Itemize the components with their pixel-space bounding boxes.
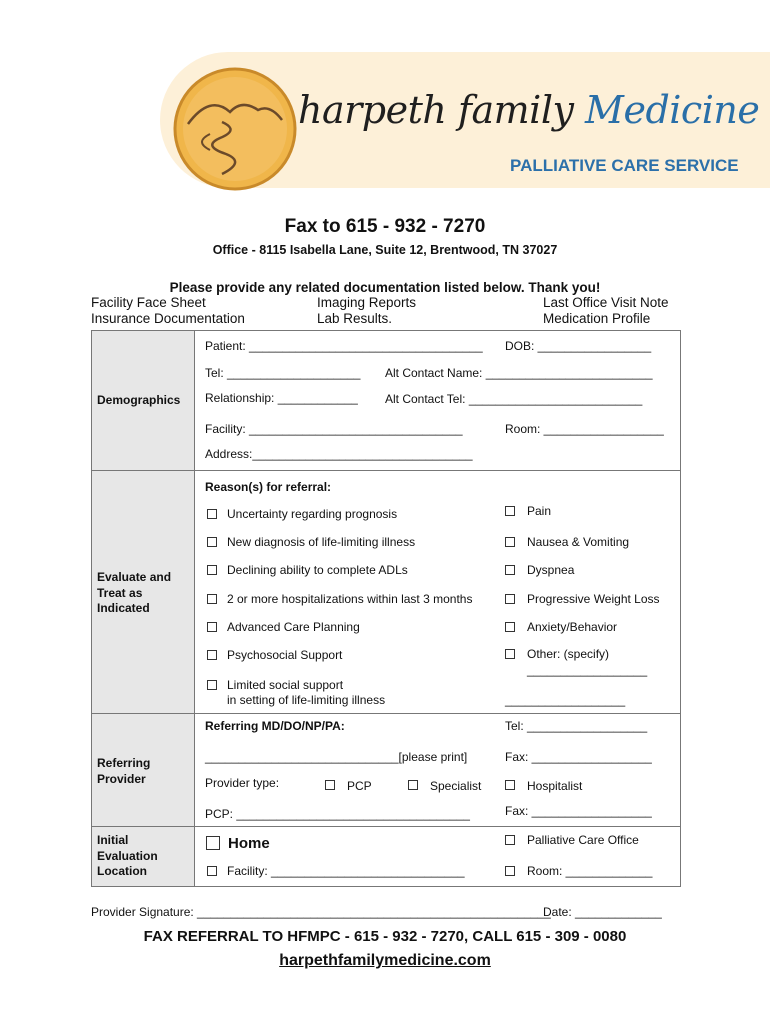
section-initial: Initial Evaluation Location — [97, 833, 158, 878]
checkbox-limited-social-support[interactable] — [207, 680, 217, 690]
website-link[interactable]: harpethfamilymedicine.com — [279, 952, 491, 969]
checkbox-nausea[interactable] — [505, 537, 515, 547]
doc-facility-face-sheet: Facility Face Sheet — [91, 295, 206, 310]
symptom-label: Progressive Weight Loss — [527, 592, 660, 606]
provider-signature-field[interactable]: Provider Signature: _____________________________________________________ — [91, 905, 551, 919]
divider — [91, 470, 681, 471]
provider-type-label: Provider type: — [205, 776, 280, 790]
symptom-label: Pain — [527, 504, 552, 518]
doc-lab-results: Lab Results. — [317, 311, 393, 326]
doc-imaging-reports: Imaging Reports — [317, 295, 417, 310]
reason-label: Uncertainty regarding prognosis — [227, 507, 398, 521]
checkbox-new-diagnosis[interactable] — [207, 537, 217, 547]
address-field[interactable]: Address:_________________________________ — [205, 447, 473, 461]
reason-label: Advanced Care Planning — [227, 620, 360, 634]
reason-label: New diagnosis of life-limiting illness — [227, 535, 416, 549]
symptom-label: Dyspnea — [527, 563, 575, 577]
checkbox-declining-adls[interactable] — [207, 565, 217, 575]
divider — [91, 713, 681, 714]
doc-medication-profile: Medication Profile — [543, 311, 651, 326]
section-evaluate: Evaluate and Treat as Indicated — [97, 570, 172, 615]
office-address: Office - 8115 Isabella Lane, Suite 12, Brentwood, TN 37027 — [212, 243, 558, 257]
pcp-option-label: PCP — [347, 779, 372, 793]
checkbox-weight-loss[interactable] — [505, 594, 515, 604]
referring-tel-field[interactable]: Tel: __________________ — [505, 719, 648, 733]
relationship-field[interactable]: Relationship: ____________ — [205, 391, 358, 405]
logo-wordmark: harpeth family Medicine — [298, 88, 760, 132]
section-referring: Referring Provider — [97, 756, 151, 786]
checkbox-advanced-care-planning[interactable] — [207, 622, 217, 632]
checkbox-facility[interactable] — [207, 866, 217, 876]
home-option-label: Home — [228, 835, 270, 852]
checkbox-other[interactable] — [505, 649, 515, 659]
checkbox-palliative-office[interactable] — [505, 835, 515, 845]
checkbox-pain[interactable] — [505, 506, 515, 516]
checkbox-psychosocial-support[interactable] — [207, 650, 217, 660]
other-specify-field-2[interactable]: __________________ — [505, 693, 626, 707]
initial-facility-field[interactable]: Facility: _____________________________ — [227, 864, 465, 878]
hospitalist-option-label: Hospitalist — [527, 779, 583, 793]
palliative-office-label: Palliative Care Office — [527, 833, 639, 847]
referring-fax-field[interactable]: Fax: __________________ — [505, 750, 652, 764]
fax-title: Fax to 615 - 932 - 7270 — [284, 216, 486, 237]
logo-emblem-icon — [170, 64, 300, 194]
service-name: PALLIATIVE CARE SERVICE — [510, 156, 739, 175]
initial-room-field[interactable]: Room: _____________ — [527, 864, 653, 878]
checkbox-dyspnea[interactable] — [505, 565, 515, 575]
reason-label: Declining ability to complete ADLs — [227, 563, 408, 577]
checkbox-room[interactable] — [505, 866, 515, 876]
checkbox-specialist[interactable] — [408, 780, 418, 790]
reason-label: 2 or more hospitalizations within last 3 months — [227, 592, 473, 606]
checkbox-anxiety[interactable] — [505, 622, 515, 632]
symptom-label: Anxiety/Behavior — [527, 620, 618, 634]
symptom-label: Other: (specify) — [527, 647, 610, 661]
other-specify-field[interactable]: __________________ — [527, 663, 648, 677]
dob-field[interactable]: DOB: _________________ — [505, 339, 652, 353]
checkbox-pcp[interactable] — [325, 780, 335, 790]
section-demographics: Demographics — [97, 393, 181, 407]
checkbox-uncertainty[interactable] — [207, 509, 217, 519]
checkbox-hospitalizations[interactable] — [207, 594, 217, 604]
divider — [91, 826, 681, 827]
symptom-label: Nausea & Vomiting — [527, 535, 630, 549]
patient-field[interactable]: Patient: ___________________________________ — [205, 339, 483, 353]
reason-label: Limited social support — [227, 678, 344, 692]
doc-insurance-documentation: Insurance Documentation — [91, 311, 245, 326]
alt-contact-name-field[interactable]: Alt Contact Name: _________________________ — [385, 366, 653, 380]
pcp-fax-field[interactable]: Fax: __________________ — [505, 804, 652, 818]
doc-last-office-visit: Last Office Visit Note — [543, 295, 669, 310]
reasons-heading: Reason(s) for referral: — [205, 480, 332, 494]
alt-contact-tel-field[interactable]: Alt Contact Tel: __________________________ — [385, 392, 643, 406]
room-field[interactable]: Room: __________________ — [505, 422, 664, 436]
checkbox-hospitalist[interactable] — [505, 780, 515, 790]
provider-name-field[interactable]: _____________________________[please print] — [205, 750, 468, 764]
facility-field[interactable]: Facility: ________________________________ — [205, 422, 463, 436]
instructions: Please provide any related documentation listed below. Thank you! — [169, 280, 601, 295]
specialist-option-label: Specialist — [430, 779, 482, 793]
referring-heading: Referring MD/DO/NP/PA: — [205, 719, 345, 733]
tel-field[interactable]: Tel: ____________________ — [205, 366, 361, 380]
signature-date-field[interactable]: Date: _____________ — [543, 905, 662, 919]
footer-fax-call: FAX REFERRAL TO HFMPC - 615 - 932 - 7270, CALL 615 - 309 - 0080 — [143, 928, 627, 945]
reason-label: Psychosocial Support — [227, 648, 343, 662]
checkbox-home[interactable] — [206, 836, 220, 850]
reason-label: in setting of life-limiting illness — [227, 693, 386, 707]
pcp-field[interactable]: PCP: ___________________________________ — [205, 807, 470, 821]
